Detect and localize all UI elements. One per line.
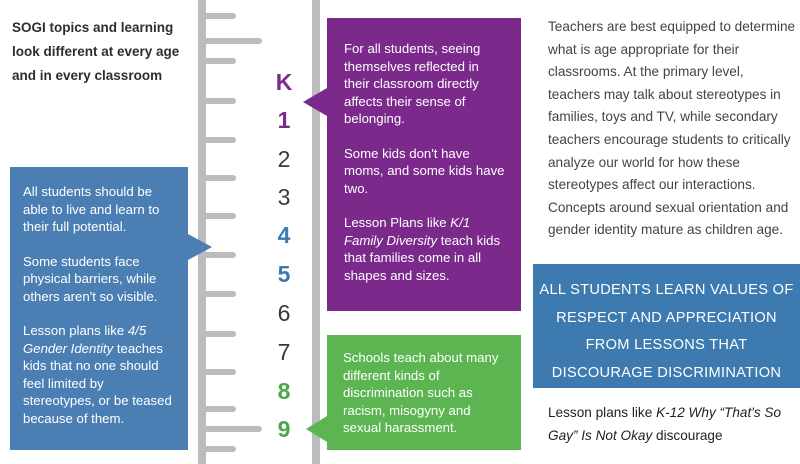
grade-9: 9 xyxy=(277,416,291,442)
grade-4: 4 xyxy=(277,222,291,248)
bottom-paragraph xyxy=(548,401,796,447)
ruler-tick xyxy=(206,38,262,44)
ruler-tick xyxy=(206,369,236,375)
blue-callout-paragraph xyxy=(23,322,178,427)
blue-callout-paragraph: Some students face physical barriers, while others aren't so visible. xyxy=(23,253,158,304)
teachers-paragraph: Teachers are best equipped to determine what is age appropriate for their classrooms. At the primary level, teachers may talk about stereotypes in families, toys and TV, while secondary teachers encourage students to critically analyze our world for how these stereotypes affect our interactions. Concepts around sexual orientation and gender identity mature as children age. xyxy=(548,19,796,238)
purple-callout-text: Lesson Plans like xyxy=(344,215,451,230)
grade-3: 3 xyxy=(277,184,291,210)
purple-callout-paragraph xyxy=(344,214,507,284)
ruler-tick xyxy=(206,98,236,104)
blue-callout-text: teaches kids that no one should feel limited by stereotypes, or be teased because of them. xyxy=(23,340,172,426)
blue-callout-paragraph: All students should be able to live and learn to their full potential. xyxy=(23,184,160,234)
blue-callout-text: Lesson plans like xyxy=(23,323,128,338)
ruler-tick xyxy=(206,13,236,19)
page-title: SOGI topics and learning look different at every age and in every classroom xyxy=(12,20,180,83)
grade-8: 8 xyxy=(277,378,291,404)
green-callout-text: Schools teach about many different kinds of discrimination such as racism, misogyny and sexual harassment. xyxy=(343,350,499,435)
ruler-tick xyxy=(206,175,236,181)
lesson-plan-title: K-12 Why “That's So Gay” Is Not Okay xyxy=(548,405,782,443)
grade-2: 2 xyxy=(277,146,291,172)
values-banner: ALL STUDENTS LEARN VALUES OF RESPECT AND APPRECIATION FROM LESSONS THAT DISCOURAGE DISCRIMINATION xyxy=(533,264,800,388)
green-callout-box xyxy=(327,335,521,450)
ruler-tick xyxy=(206,331,236,337)
grade-k: K xyxy=(275,69,293,95)
ruler-tick xyxy=(206,213,236,219)
blue-callout-box xyxy=(10,167,188,450)
ruler-tick xyxy=(206,426,262,432)
lesson-plan-title: 4/5 Gender Identity xyxy=(23,323,147,356)
grade-5: 5 xyxy=(277,261,291,287)
green-callout-pointer xyxy=(306,416,327,442)
purple-callout-box xyxy=(327,18,521,311)
lesson-plan-title: K/1 Family Diversity xyxy=(344,215,471,248)
bottom-text: discourage xyxy=(652,428,723,443)
purple-callout-text: teach kids that families come in all shapes and sizes. xyxy=(344,232,501,283)
ruler-tick xyxy=(206,291,236,297)
purple-callout-pointer xyxy=(303,88,327,116)
grade-6: 6 xyxy=(277,300,291,326)
ruler-tick xyxy=(206,137,236,143)
grade-7: 7 xyxy=(277,339,291,365)
ruler-tick xyxy=(206,446,236,452)
grade-1: 1 xyxy=(277,107,291,133)
ruler-tick xyxy=(206,58,236,64)
bottom-text: Lesson plans like xyxy=(548,405,657,420)
purple-callout-paragraph: Some kids don't have moms, and some kids have two. xyxy=(344,145,505,196)
blue-callout-pointer xyxy=(188,234,212,260)
ruler-tick xyxy=(206,406,236,412)
purple-callout-paragraph: For all students, seeing themselves reflected in their classroom directly affects their sense of belonging. xyxy=(344,41,481,126)
